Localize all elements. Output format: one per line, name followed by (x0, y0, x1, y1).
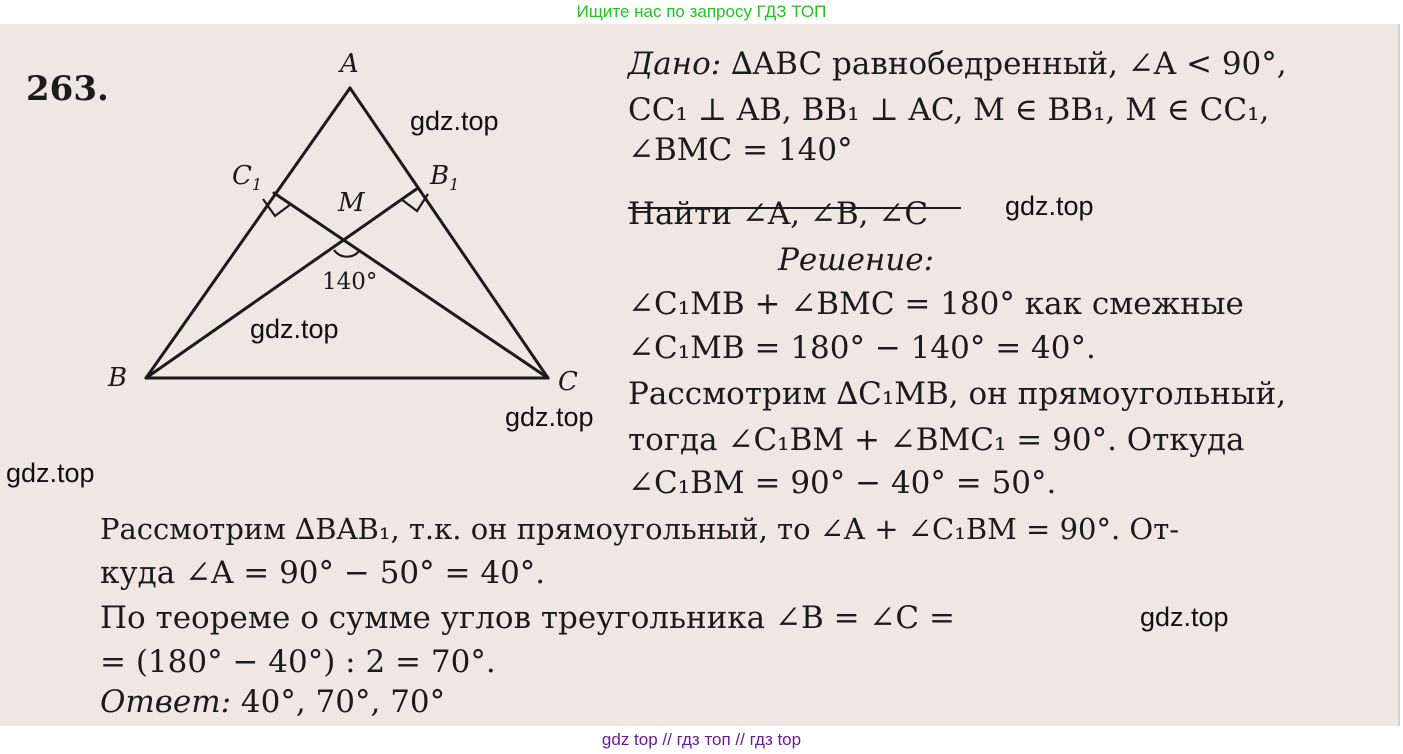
solution-line-3: Рассмотрим ∆C₁MB, он прямоугольный, (628, 376, 1287, 412)
watermark: gdz.top (410, 106, 499, 136)
answer-label: Ответ: (100, 684, 232, 720)
given-label: Дано: (628, 46, 722, 82)
solution-line-1: ∠C₁MB + ∠BMC = 180° как смежные (628, 286, 1244, 322)
label-vertex-c: C (558, 367, 578, 397)
watermark: gdz.top (1140, 602, 1229, 632)
watermark: gdz.top (6, 458, 95, 488)
given-line-2: CC₁ ⊥ AB, BB₁ ⊥ AC, M ∈ BB₁, M ∈ CC₁, (628, 92, 1270, 128)
angle-arc-bmc (334, 250, 360, 257)
given-line-1-text: ∆ABC равнобедренный, ∠A < 90°, (721, 46, 1287, 82)
label-vertex-a: A (340, 49, 359, 79)
solution-label: Решение: (778, 242, 935, 278)
watermark: gdz.top (250, 314, 339, 344)
watermark: gdz.top (1005, 191, 1094, 221)
label-vertex-b: B (108, 363, 128, 393)
problem-number: 263. (26, 69, 109, 109)
search-hint-header: Ищите нас по запросу ГДЗ ТОП (576, 2, 827, 21)
given-line-3: ∠BMC = 140° (628, 132, 853, 168)
find-line: Найти ∠A, ∠B, ∠C (628, 196, 929, 232)
solution-line-8: По теореме о сумме углов треугольника ∠B = ∠C = (100, 600, 955, 636)
triangle-figure (0, 24, 620, 444)
watermark: gdz.top (505, 402, 594, 432)
altitude-cc1 (274, 193, 548, 378)
solution-line-2: ∠C₁MB = 180° − 140° = 40°. (628, 330, 1096, 366)
label-angle-140: 140° (322, 269, 378, 295)
textbook-page (0, 24, 1400, 726)
label-point-m: M (338, 188, 365, 218)
footer-links: gdz top // гдз топ // гдз top (601, 730, 802, 749)
solution-line-5: ∠C₁BM = 90° − 40° = 50°. (628, 465, 1057, 501)
answer-line (100, 684, 445, 720)
answer-values: 40°, 70°, 70° (231, 684, 446, 720)
label-point-b1: $B_1$ (430, 161, 460, 194)
solution-line-6: Рассмотрим ∆BAB₁, т.к. он прямоугольный, то ∠A + ∠C₁BM = 90°. От- (100, 512, 1180, 546)
solution-line-9: = (180° − 40°) : 2 = 70°. (100, 644, 496, 680)
solution-line-7: куда ∠A = 90° − 50° = 40°. (100, 555, 546, 591)
solution-line-4: тогда ∠C₁BM + ∠BMC₁ = 90°. Откуда (628, 422, 1245, 458)
given-line-1 (628, 46, 1287, 82)
label-point-c1: $C_1$ (232, 161, 263, 194)
